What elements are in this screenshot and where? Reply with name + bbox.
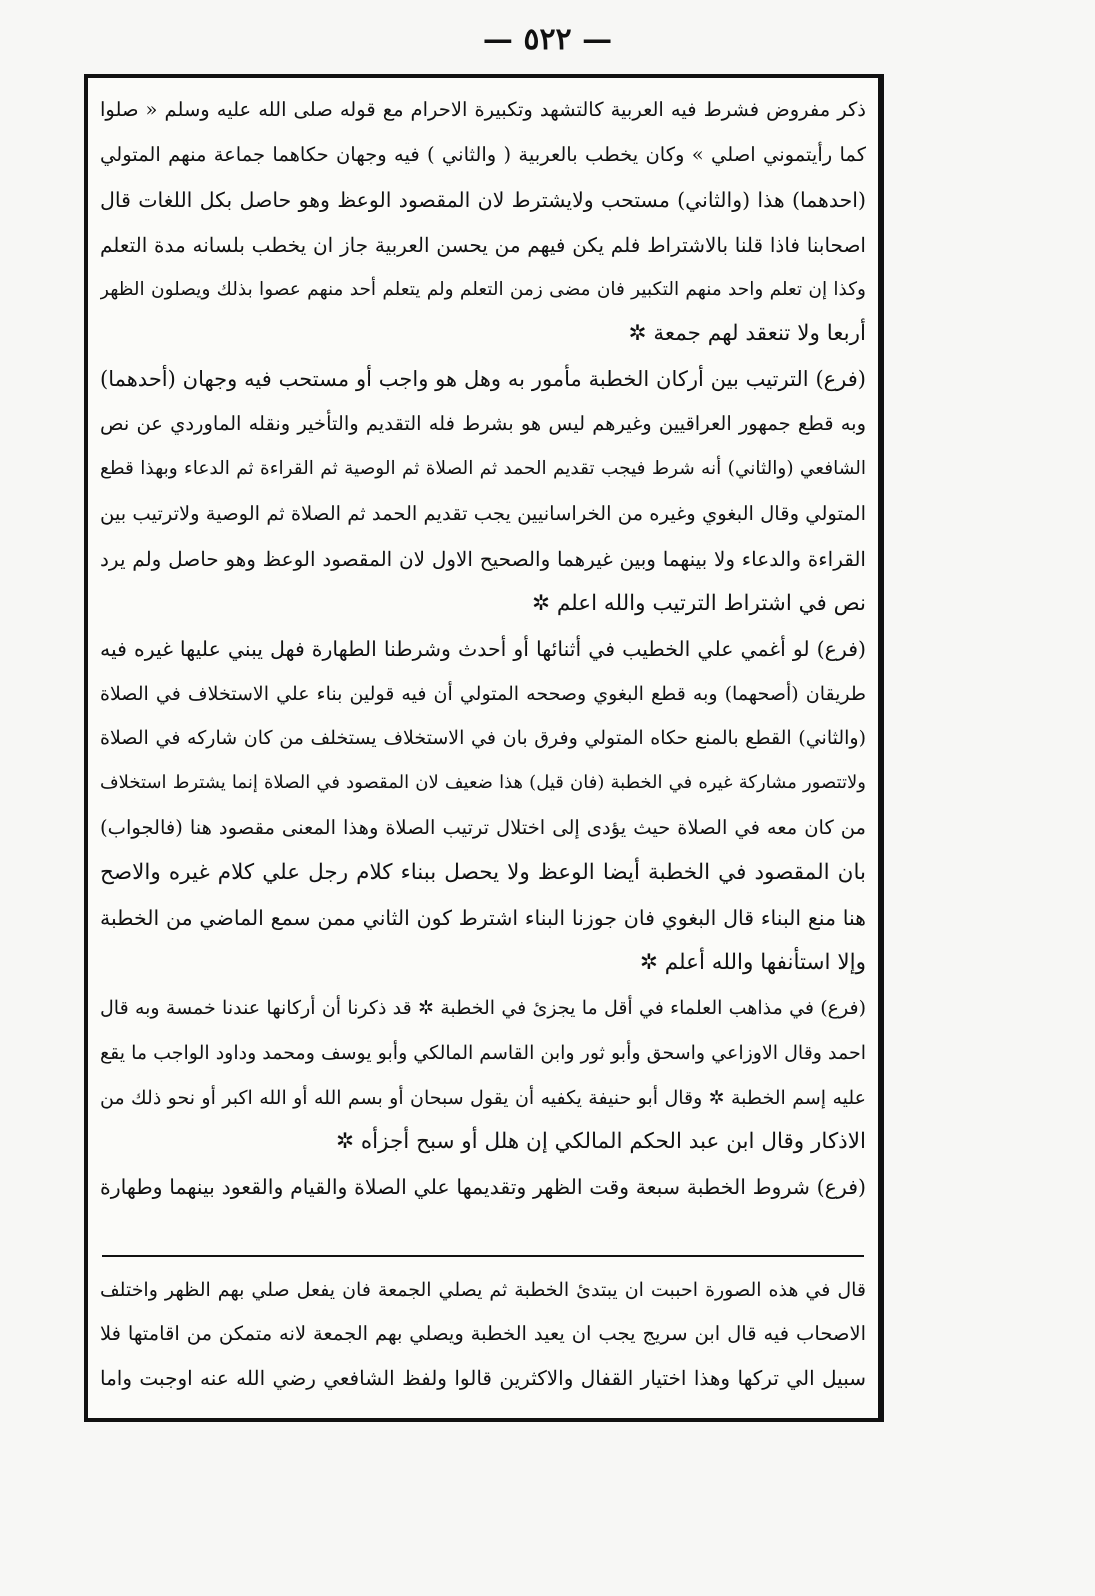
text-frame [84,74,884,1422]
text-line: كما رأيتموني اصلي » وكان يخطب بالعربية ( والثاني ) فيه وجهان حكاهما جماعة منهم المتولي [100,142,866,166]
text-line: الاذكار وقال ابن عبد الحكم المالكي إن هلل أو سبح أجزأه ✲ [336,1129,866,1155]
page-number: — ٥٢٢ — [482,22,613,57]
footnote-block [100,1268,866,1400]
text-line: نص في اشتراط الترتيب والله اعلم ✲ [532,590,866,616]
footnote-line: الاصحاب فيه قال ابن سريج يجب ان يعيد الخطبة ويصلي بهم الجمعة لانه متمكن من اقامتها فلا [100,1322,866,1345]
text-line: القراءة والدعاء ولا بينهما وبين غيرهما والصحيح الاول لان المقصود الوعظ وهو حاصل ولم يرد [100,546,866,571]
text-line: ولاتتصور مشاركة غيره في الخطبة (فان قيل) هذا ضعيف لان المقصود في الصلاة إنما يشترط استخلاف [100,772,866,794]
text-line: الشافعي (والثاني) أنه شرط فيجب تقديم الحمد ثم الصلاة ثم الوصية ثم القراءة ثم الدعاء وبهذا قطع [100,458,866,480]
footnote-divider [102,1255,864,1257]
text-line: أربعا ولا تنعقد لهم جمعة ✲ [628,321,866,347]
text-line: احمد وقال الاوزاعي واسحق وأبو ثور وابن القاسم المالكي وأبو يوسف ومحمد وداود الواجب ما يقع [100,1041,866,1064]
text-line: (فرع) الترتيب بين أركان الخطبة مأمور به وهل هو واجب أو مستحب فيه وجهان (أحدهما) [100,367,866,392]
text-line: (والثاني) القطع بالمنع حكاه المتولي وفرق بان في الاستخلاف يستخلف من كان شاركه في الصلاة [100,727,866,750]
text-line: وكذا إن تعلم واحد منهم التكبير فان مضى زمن التعلم ولم يتعلم أحد منهم عصوا بذلك ويصلون الظهر [100,278,866,300]
text-line: (احدهما) هذا (والثاني) مستحب ولايشترط لان المقصود الوعظ وهو حاصل بكل اللغات قال [100,187,866,212]
text-line: عليه إسم الخطبة ✲ وقال أبو حنيفة يكفيه أن يقول سبحان أو بسم الله أو الله اكبر أو نحو ذلك من [100,1086,866,1109]
text-line: اصحابنا فاذا قلنا بالاشتراط فلم يكن فيهم من يحسن العربية جاز ان يخطب بلسانه مدة التعلم [100,232,866,257]
text-line: ذكر مفروض فشرط فيه العربية كالتشهد وتكبيرة الاحرام مع قوله صلى الله عليه وسلم « صلوا [100,98,866,121]
text-line: المتولي وقال البغوي وغيره من الخراسانيين يجب تقديم الحمد ثم الصلاة ثم الوصية ولاترتيب بين [100,502,866,526]
text-line: هنا منع البناء قال البغوي فان جوزنا البناء اشترط كون الثاني ممن سمع الماضي من الخطبة [100,906,866,931]
text-line: (فرع) في مذاهب العلماء في أقل ما يجزئ في الخطبة ✲ قد ذكرنا أن أركانها عندنا خمسة وبه قال [100,996,866,1019]
main-text-block [100,88,866,1210]
text-line: من كان معه في الصلاة حيث يؤدى إلى اختلال ترتيب الصلاة وهذا المعنى مقصود هنا (فالجواب) [100,816,866,840]
footnote-line: سبيل الي تركها وهذا اختيار القفال والاكثرين قالوا ولفظ الشافعي رضي الله عنه اوجبت واما [100,1366,866,1390]
text-line: وبه قطع جمهور العراقيين وغيرهم ليس هو بشرط فله التقديم والتأخير ونقله الماوردي عن نص [100,412,866,436]
text-line: طريقان (أصحهما) وبه قطع البغوي وصححه المتولي أن فيه قولين بناء علي الاستخلاف في الصلاة [100,682,866,705]
footnote-line: قال في هذه الصورة احببت ان يبتدئ الخطبة ثم يصلي الجمعة فان يفعل صلي بهم الظهر واختلف [100,1279,866,1301]
text-line: (فرع) شروط الخطبة سبعة وقت الظهر وتقديمها علي الصلاة والقيام والقعود بينهما وطهارة [100,1175,866,1200]
text-line: وإلا استأنفها والله أعلم ✲ [639,949,866,975]
text-line: بان المقصود في الخطبة أيضا الوعظ ولا يحصل ببناء كلام رجل علي كلام غيره والاصح [100,860,866,886]
text-line: (فرع) لو أغمي علي الخطيب في أثنائها أو أحدث وشرطنا الطهارة فهل يبني عليها غيره فيه [100,636,866,661]
